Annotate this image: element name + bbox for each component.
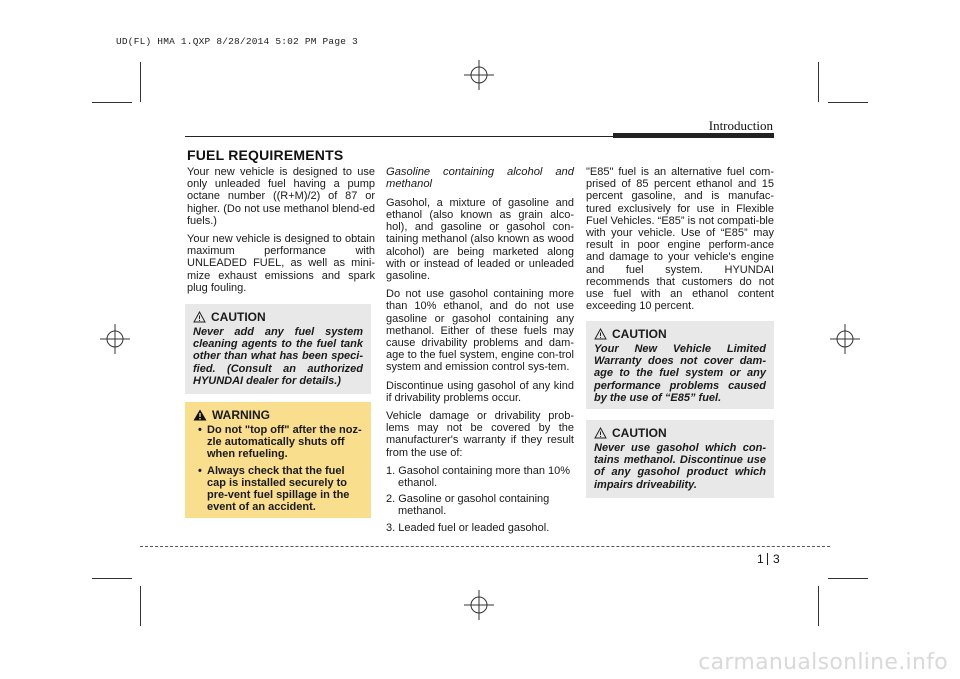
caution-label: CAUTION [612,426,667,440]
caution-title [193,310,363,324]
footer-rule [140,546,830,547]
caution-box [586,321,774,409]
caution-label: CAUTION [612,327,667,341]
registration-mark-icon [464,590,494,620]
caution-label: CAUTION [211,310,266,324]
section-title: Introduction [708,118,773,133]
caution-box [185,304,371,394]
caution-triangle-icon [594,328,607,340]
warning-item: • Always check that the fuel cap is installed securely to pre-vent fuel spillage in the event of an accident. [193,465,363,514]
page-number-divider [767,553,768,565]
warning-triangle-icon [193,409,207,421]
column-1 [187,166,375,300]
paragraph: Do not use gasohol containing more than 10% ethanol, and do not use gasoline or gasohol containing any methanol. Either of these fuels may cause drivability problems and dam-age to the fuel system, engine con-trol system and emission control sys-tem. [386,288,574,374]
header-rule-bar [613,133,774,138]
column-3 [586,166,774,318]
chapter-number: 1 [757,552,764,566]
paragraph: Discontinue using gasohol of any kind if drivability problems occur. [386,379,574,404]
list-item: 2. Gasoline or gasohol containing methanol. [386,493,550,518]
watermark: carmanualsonline.info [698,650,948,675]
list-item: 3. Leaded fuel or leaded gasohol. [386,521,550,534]
caution-triangle-icon [594,427,607,439]
caution-box [586,420,774,498]
paragraph: Vehicle damage or drivability prob-lems may not be covered by the manufacturer's warranty if they result from the use of: [386,410,574,459]
paragraph: Your new vehicle is designed to use only unleaded fuel having a pump octane number ((R+M)/2) of 87 or higher. (Do not use methanol blend-ed fuels.) [187,166,375,227]
warning-item: • Do not "top off" after the noz-zle automatically shuts off when refueling. [193,424,363,461]
caution-text: Your New Vehicle Limited Warranty does not cover dam-age to the fuel system or any performance problems caused by the use of “E85” fuel. [594,343,766,404]
caution-text: Never add any fuel system cleaning agents to the fuel tank other than what has been speci-fied. (Consult an authorized HYUNDAI dealer for details.) [193,326,363,387]
list-item: 1. Gasohol containing more than 10% ethanol. [386,464,571,490]
paragraph: Your new vehicle is designed to obtain maximum performance with UNLEADED FUEL, as well as mini-mize exhaust emissions and spark plug fouling. [187,233,375,294]
page-heading: FUEL REQUIREMENTS [187,147,344,163]
warning-title [193,408,363,422]
numbered-list [386,465,574,534]
paragraph: "E85" fuel is an alternative fuel com-prised of 85 percent ethanol and 15 percent gasoline, and is manufac-tured exclusively for use in Flexible Fuel Vehicles. “E85” is not compati-ble with your vehicle. Use of “E85” may result in poor engine perform-ance and damage to your vehicle's engine and fuel system. HYUNDAI recommends that customers do not use fuel with an ethanol content exceeding 10 percent. [586,166,774,313]
paragraph: Gasohol, a mixture of gasoline and ethanol (also known as grain alco-hol), and gasoline or gasohol con-taining methanol (also known as wood alcohol) are being marketed along with or instead of leaded or unleaded gasoline. [386,196,574,283]
subheading: Gasoline containing alcohol and methanol [386,166,574,191]
page-number: 3 [773,552,780,566]
registration-mark-icon [464,60,494,90]
print-slug: UD(FL) HMA 1.QXP 8/28/2014 5:02 PM Page 3 [116,36,358,47]
caution-triangle-icon [193,311,206,323]
warning-list [193,424,363,513]
caution-title [594,327,766,341]
caution-text: Never use gasohol which con-tains methanol. Discontinue use of any gasohol product which impairs driveability. [594,442,766,491]
warning-label: WARNING [212,408,270,422]
caution-title [594,426,766,440]
header-rule [185,136,613,137]
registration-mark-icon [100,324,130,354]
warning-box [185,402,371,518]
registration-mark-icon [830,324,860,354]
column-2 [386,166,574,538]
